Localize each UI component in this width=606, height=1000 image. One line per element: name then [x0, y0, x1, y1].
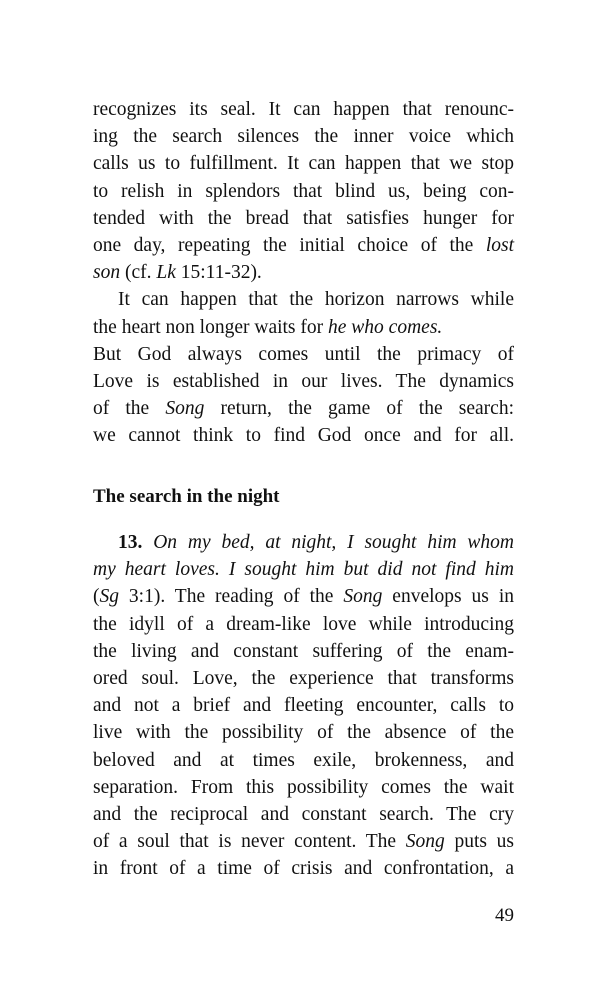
- section-heading: The search in the night: [93, 486, 280, 507]
- text-line: (Sg 3:1). The reading of the Song envelops us in: [93, 586, 514, 608]
- italic-text: son: [93, 262, 121, 284]
- text-line: live with the possibility of the absence of the: [93, 722, 514, 744]
- page-body: [93, 96, 514, 880]
- italic-text: On my bed, at night, I sought him whom: [153, 532, 514, 553]
- text-line: It can happen that the horizon narrows while: [118, 289, 514, 311]
- italic-text: Song: [343, 586, 383, 608]
- text-line: ing the search silences the inner voice which: [93, 126, 514, 148]
- paragraph-1: [93, 96, 514, 286]
- italic-text: lost: [485, 234, 514, 256]
- text-line: the idyll of a dream-like love while introducing: [93, 613, 514, 635]
- italic-text: Sg: [99, 586, 119, 608]
- text-line: of a soul that is never content. The Song puts us: [93, 831, 514, 853]
- text-line: son (cf. Lk 15:11-32).: [93, 262, 262, 284]
- text-line: But God always comes until the primacy of: [93, 343, 514, 365]
- text-line: and not a brief and fleeting encounter, calls to: [93, 695, 514, 717]
- text-line: one day, repeating the initial choice of the lost: [93, 234, 514, 256]
- text-line: separation. From this possibility comes the wait: [93, 776, 514, 798]
- text-line: beloved and at times exile, brokenness, and: [93, 749, 514, 771]
- text-line: and the reciprocal and constant search. The cry: [93, 803, 514, 825]
- text-line: calls us to fulfillment. It can happen that we stop: [93, 153, 514, 175]
- text-line: tended with the bread that satisfies hunger for: [93, 207, 514, 229]
- section-13: [93, 529, 514, 882]
- italic-text: my heart loves. I sought him but did not find him: [93, 559, 514, 581]
- text-line: Love is established in our lives. The dynamics: [93, 370, 514, 392]
- text-line: to relish in splendors that blind us, being con-: [93, 180, 514, 202]
- text-line: of the Song return, the game of the search:: [93, 398, 514, 420]
- text-line: the heart non longer waits for he who comes.: [93, 316, 443, 338]
- italic-text: Song: [405, 831, 445, 853]
- text-line: [93, 529, 514, 556]
- text-line: the living and constant suffering of the enam-: [93, 640, 514, 662]
- italic-text: he who comes.: [328, 316, 443, 338]
- section-number: 13.: [118, 532, 143, 553]
- italic-text: Lk: [156, 262, 176, 284]
- text-line: ored soul. Love, the experience that transforms: [93, 667, 514, 689]
- text-line: recognizes its seal. It can happen that renounc-: [93, 99, 514, 120]
- text-line: [93, 556, 514, 583]
- page-number: 49: [495, 905, 514, 926]
- paragraph-2: [93, 286, 514, 449]
- italic-text: Song: [165, 398, 205, 420]
- text-line: we cannot think to find God once and for all.: [93, 425, 514, 447]
- text-line: in front of a time of crisis and confrontation, a: [93, 858, 514, 880]
